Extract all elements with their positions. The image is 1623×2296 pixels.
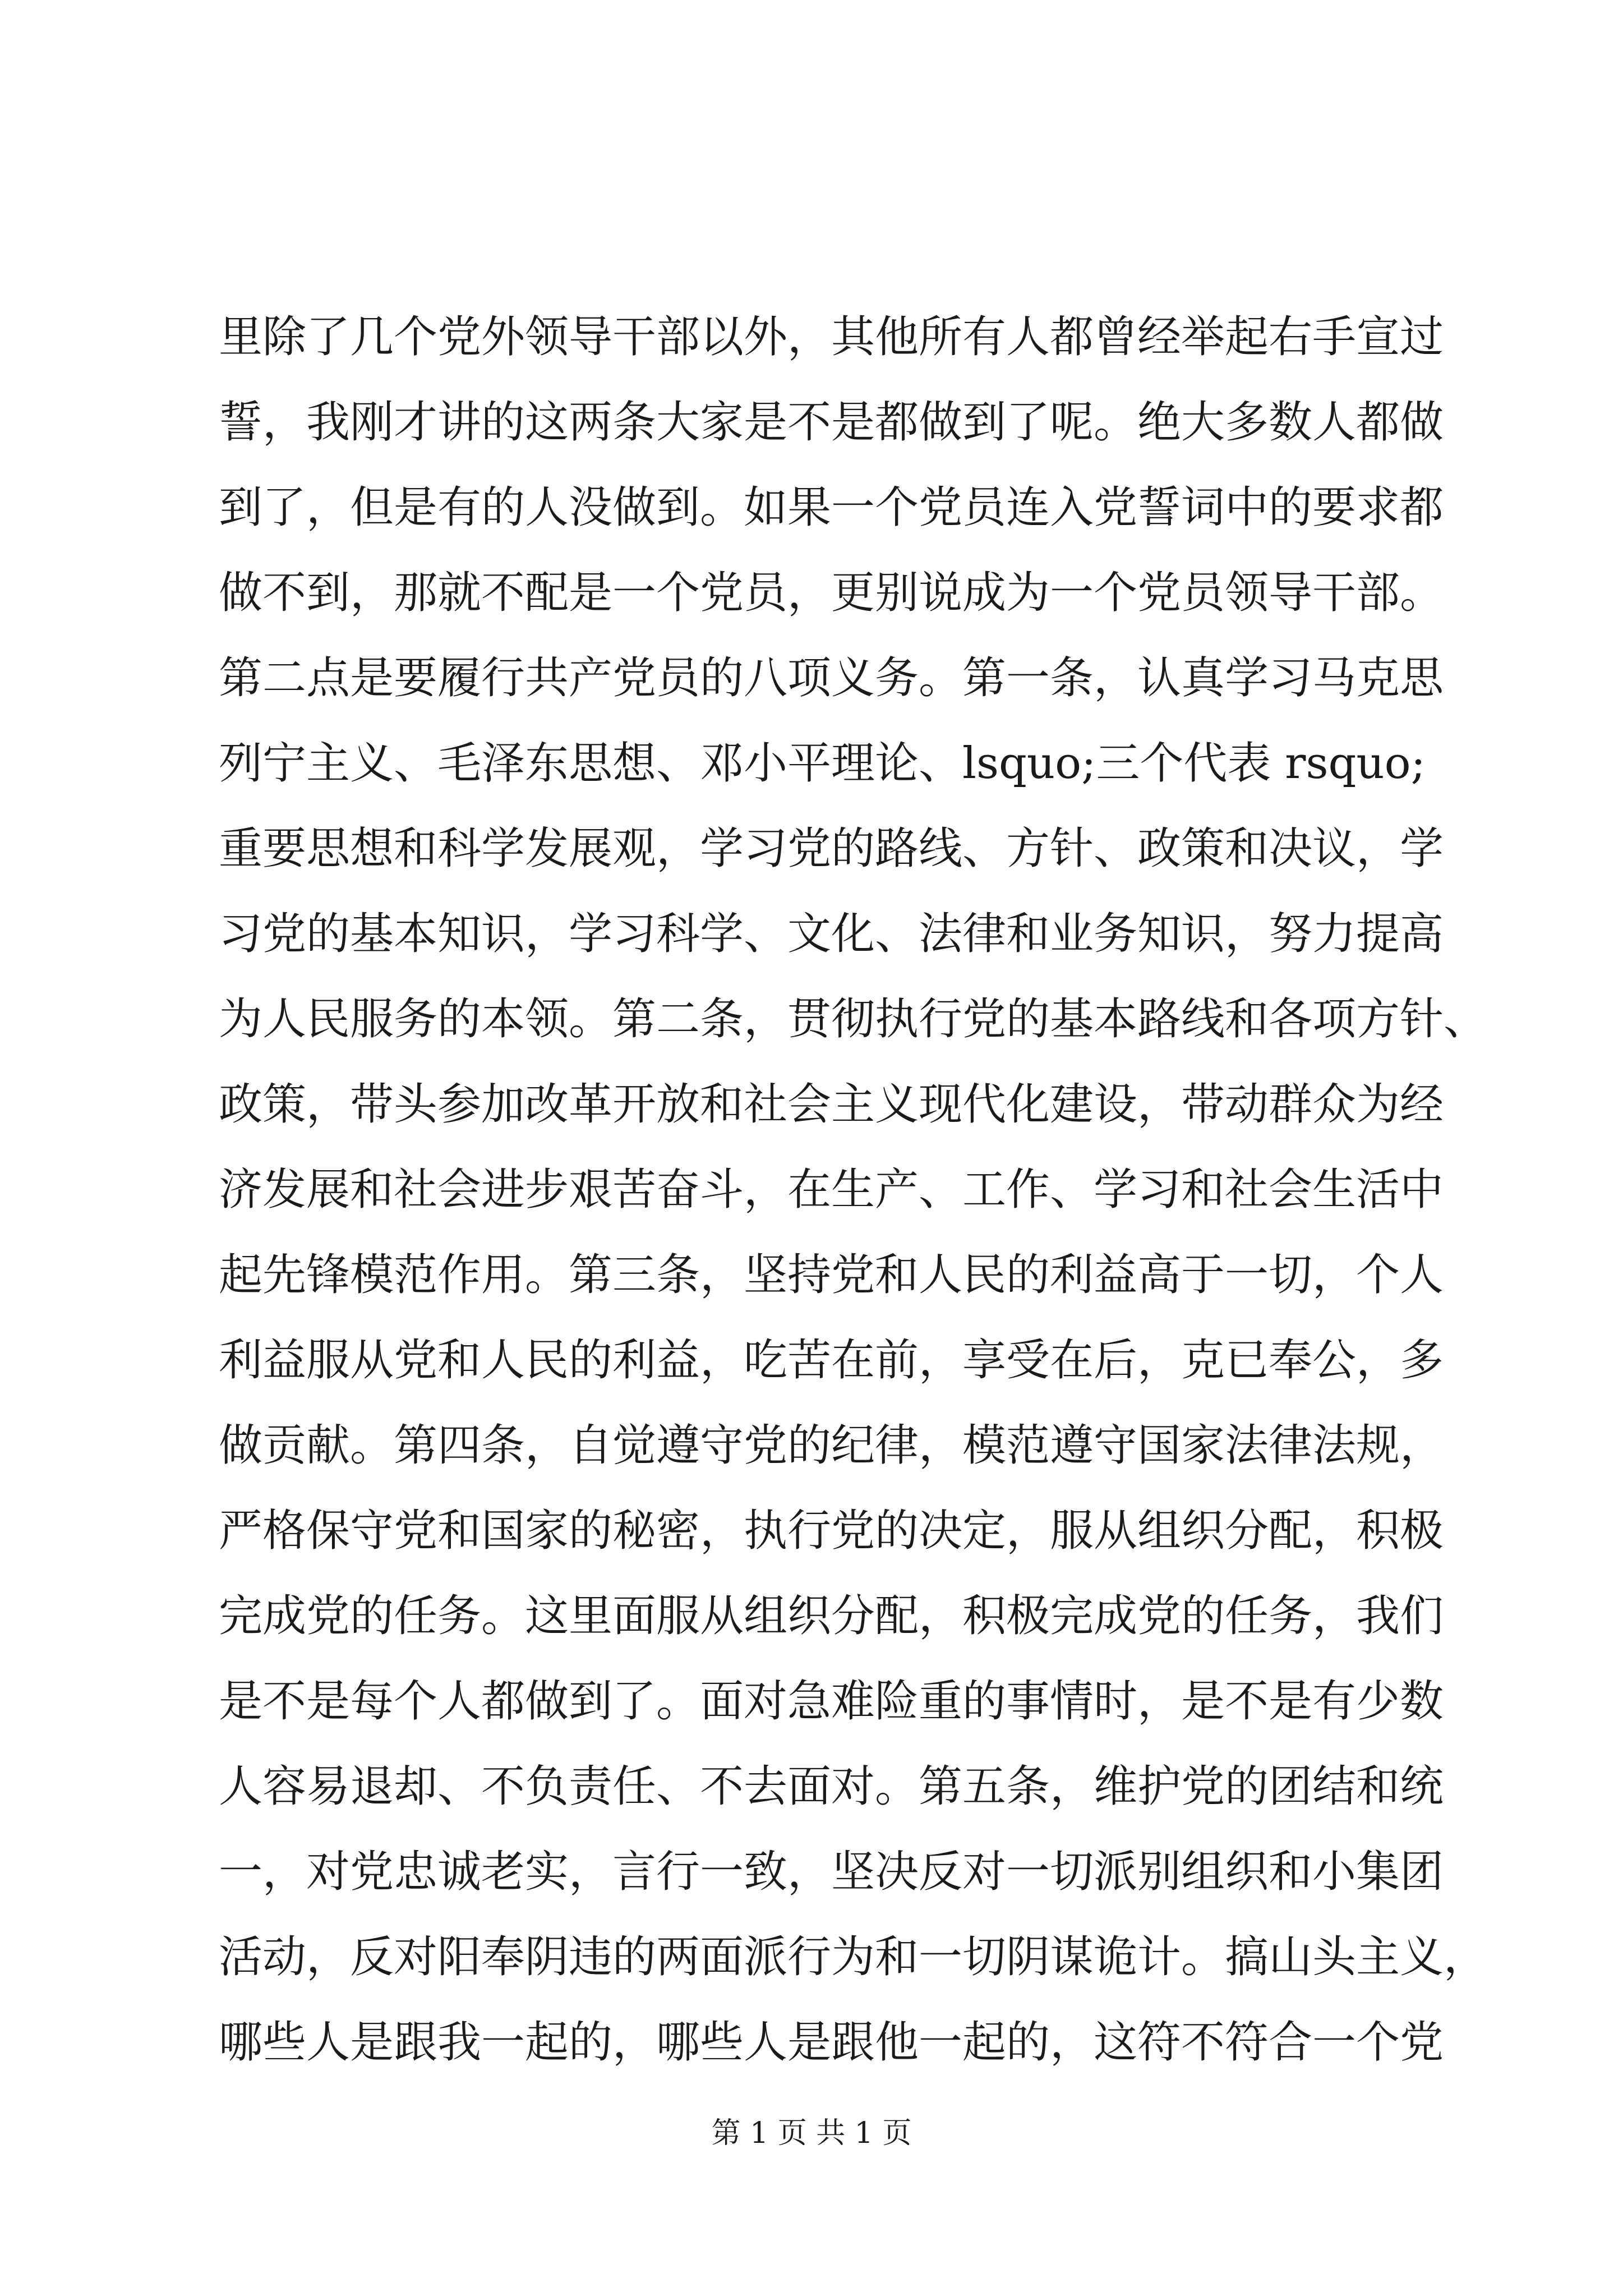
text-line: 列宁主义、毛泽东思想、邓小平理论、lsquo;三个代表 rsquo; <box>219 738 1426 789</box>
text-line: 做贡献。第四条，自觉遵守党的纪律，模范遵守国家法律法规， <box>219 1420 1444 1471</box>
text-line: 是不是每个人都做到了。面对急难险重的事情时，是不是有少数 <box>219 1676 1444 1727</box>
text-line: 人容易退却、不负责任、不去面对。第五条，维护党的团结和统 <box>219 1761 1444 1812</box>
text-line: 做不到，那就不配是一个党员，更别说成为一个党员领导干部。 <box>219 568 1444 618</box>
text-line: 第二点是要履行共产党员的八项义务。第一条，认真学习马克思 <box>219 653 1444 703</box>
text-line: 政策，带头参加改革开放和社会主义现代化建设，带动群众为经 <box>219 1079 1444 1130</box>
text-line: 一，对党忠诚老实，言行一致，坚决反对一切派别组织和小集团 <box>219 1847 1444 1897</box>
text-line: 重要思想和科学发展观，学习党的路线、方针、政策和决议，学 <box>219 823 1444 874</box>
text-line: 誓，我刚才讲的这两条大家是不是都做到了呢。绝大多数人都做 <box>219 397 1444 448</box>
text-line: 活动，反对阳奉阴违的两面派行为和一切阴谋诡计。搞山头主义， <box>219 1932 1488 1982</box>
text-line: 济发展和社会进步艰苦奋斗，在生产、工作、学习和社会生活中 <box>219 1165 1444 1215</box>
text-line: 里除了几个党外领导干部以外，其他所有人都曾经举起右手宣过 <box>219 312 1444 362</box>
text-line: 为人民服务的本领。第二条，贯彻执行党的基本路线和各项方针、 <box>219 994 1488 1045</box>
text-line: 利益服从党和人民的利益，吃苦在前，享受在后，克已奉公，多 <box>219 1335 1444 1386</box>
text-line: 起先锋模范作用。第三条，坚持党和人民的利益高于一切，个人 <box>219 1250 1444 1300</box>
text-line: 严格保守党和国家的秘密，执行党的决定，服从组织分配，积极 <box>219 1506 1444 1556</box>
body-text <box>219 295 1488 2085</box>
text-line: 哪些人是跟我一起的，哪些人是跟他一起的，这符不符合一个党 <box>219 2017 1444 2068</box>
text-line: 完成党的任务。这里面服从组织分配，积极完成党的任务，我们 <box>219 1591 1444 1641</box>
page-number-footer: 第 1 页 共 1 页 <box>711 2116 912 2150</box>
text-line: 习党的基本知识，学习科学、文化、法律和业务知识，努力提高 <box>219 909 1444 959</box>
text-line: 到了，但是有的人没做到。如果一个党员连入党誓词中的要求都 <box>219 482 1444 533</box>
